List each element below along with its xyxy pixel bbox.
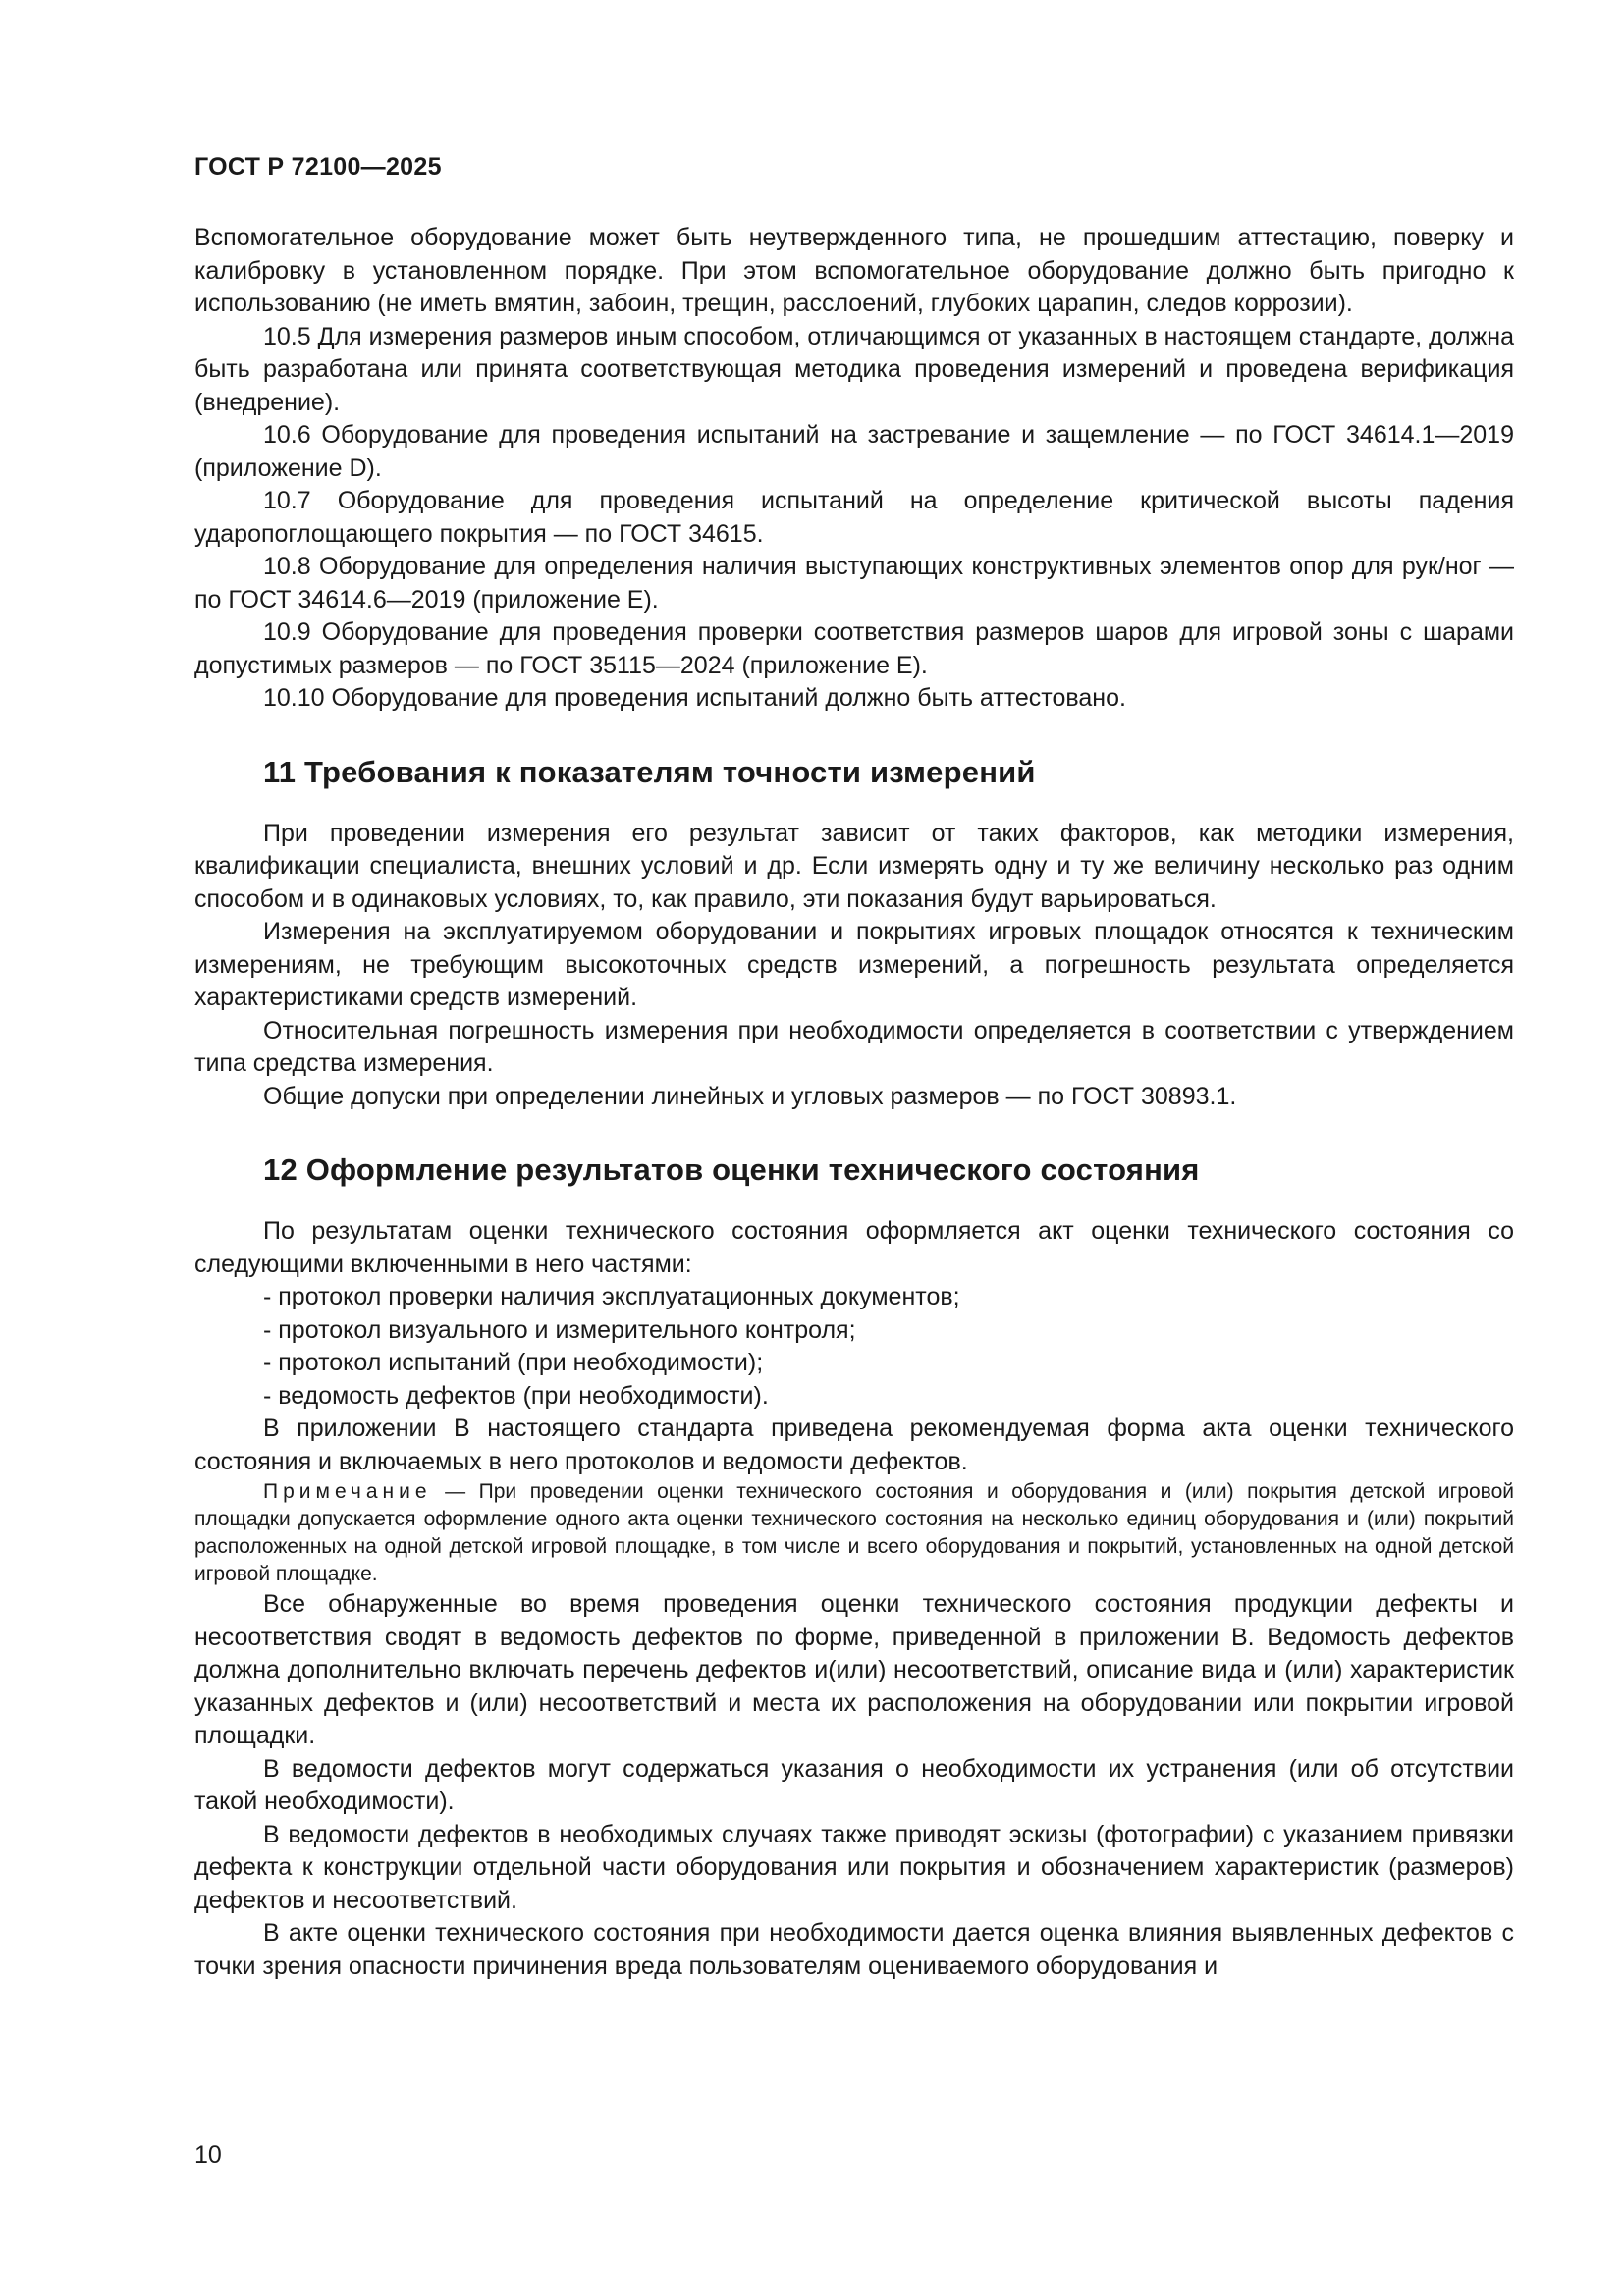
section-11-title: 11 Требования к показателям точности измерений — [263, 754, 1036, 789]
list-item: - протокол визуального и измерительного контроля; — [263, 1315, 856, 1344]
section-12-title: 12 Оформление результатов оценки технического состояния — [263, 1152, 1200, 1187]
clause-10-6: 10.6 Оборудование для проведения испытаний на застревание и защемление — по ГОСТ 34614.1—2019 (приложение D). — [194, 421, 1514, 482]
report-parts-list — [194, 1281, 1514, 1413]
clause-10-9: 10.9 Оборудование для проведения проверки соответствия размеров шаров для игровой зоны с шарами допустимых размеров — по ГОСТ 35115—2024 (приложение Е). — [194, 618, 1514, 679]
section-12-paragraph: В ведомости дефектов в необходимых случаях также приводят эскизы (фотографии) с указанием привязки дефекта к конструкции отдельной части оборудования или покрытия и обозначением характеристик (размеров) дефектов и несоответствий. — [194, 1820, 1514, 1914]
list-item: - ведомость дефектов (при необходимости). — [263, 1381, 769, 1410]
section-12-intro: По результатам оценки технического состояния оформляется акт оценки технического состояния со следующими включенными в него частями: — [194, 1217, 1514, 1278]
note-text: — При проведении оценки технического состояния и оборудования и (или) покрытия детской игровой площадки допускается оформление одного акта оценки технического состояния на несколько единиц оборудования и (или) покрытий расположенных на одной детской игровой площадке, в том числе и всего оборудования и покрытий, установленных на одной детской игровой площадке. — [194, 1480, 1514, 1585]
list-item: - протокол испытаний (при необходимости); — [263, 1349, 764, 1376]
section-12-after-list: В приложении В настоящего стандарта приведена рекомендуемая форма акта оценки технического состояния и включаемых в него протоколов и ведомости дефектов. — [194, 1415, 1514, 1475]
section-11-paragraph: Относительная погрешность измерения при необходимости определяется в соответствии с утверждением типа средства измерения. — [194, 1016, 1514, 1077]
clause-10-10: 10.10 Оборудование для проведения испытаний должно быть аттестовано. — [263, 684, 1126, 712]
standard-header: ГОСТ Р 72100—2025 — [194, 153, 442, 181]
note — [194, 1478, 1514, 1588]
document-body — [194, 222, 1514, 1983]
note-label: Примечание — [263, 1480, 432, 1503]
clause-10-8: 10.8 Оборудование для определения наличия выступающих конструктивных элементов опор для рук/ног — по ГОСТ 34614.6—2019 (приложение Е). — [194, 553, 1514, 614]
list-item: - протокол проверки наличия эксплуатационных документов; — [263, 1283, 960, 1310]
section-11-paragraph: При проведении измерения его результат зависит от таких факторов, как методики измерения, квалификации специалиста, внешних условий и др. Если измерять одну и ту же величину несколько раз одним способом и в одинаковых условиях, то, как правило, эти показания будут варьироваться. — [194, 819, 1514, 913]
intro-paragraph: Вспомогательное оборудование может быть неутвержденного типа, не прошедшим аттестацию, поверку и калибровку в установленном порядке. При этом вспомогательное оборудование должно быть пригодно к использованию (не иметь вмятин, забоин, трещин, расслоений, глубоких царапин, следов коррозии). — [194, 224, 1514, 317]
section-12-paragraph: В ведомости дефектов могут содержаться указания о необходимости их устранения (или об отсутствии такой необходимости). — [194, 1754, 1514, 1815]
section-12-paragraph: Все обнаруженные во время проведения оценки технического состояния продукции дефекты и несоответствия сводят в ведомость дефектов по форме, приведенной в приложении В. Ведомость дефектов должна дополнительно включать перечень дефектов и(или) несоответствий, описание вида и (или) характеристик указанных дефектов и (или) несоответствий и места их расположения на оборудовании или покрытии игровой площадки. — [194, 1590, 1514, 1749]
section-11-paragraph: Измерения на эксплуатируемом оборудовании и покрытиях игровых площадок относятся к техническим измерениям, не требующим высокоточных средств измерений, а погрешность результата определяется характеристиками средств измерений. — [194, 918, 1514, 1011]
clause-10-5: 10.5 Для измерения размеров иным способом, отличающимся от указанных в настоящем стандарте, должна быть разработана или принята соответствующая методика проведения измерений и проведена верификация (внедрение). — [194, 322, 1514, 416]
page-number: 10 — [194, 2141, 222, 2168]
section-12-paragraph: В акте оценки технического состояния при необходимости дается оценка влияния выявленных дефектов с точки зрения опасности причинения вреда пользователям оцениваемого оборудования и — [194, 1919, 1514, 1980]
section-11-paragraph: Общие допуски при определении линейных и угловых размеров — по ГОСТ 30893.1. — [263, 1082, 1237, 1110]
clause-10-7: 10.7 Оборудование для проведения испытаний на определение критической высоты падения ударопоглощающего покрытия — по ГОСТ 34615. — [194, 487, 1514, 548]
